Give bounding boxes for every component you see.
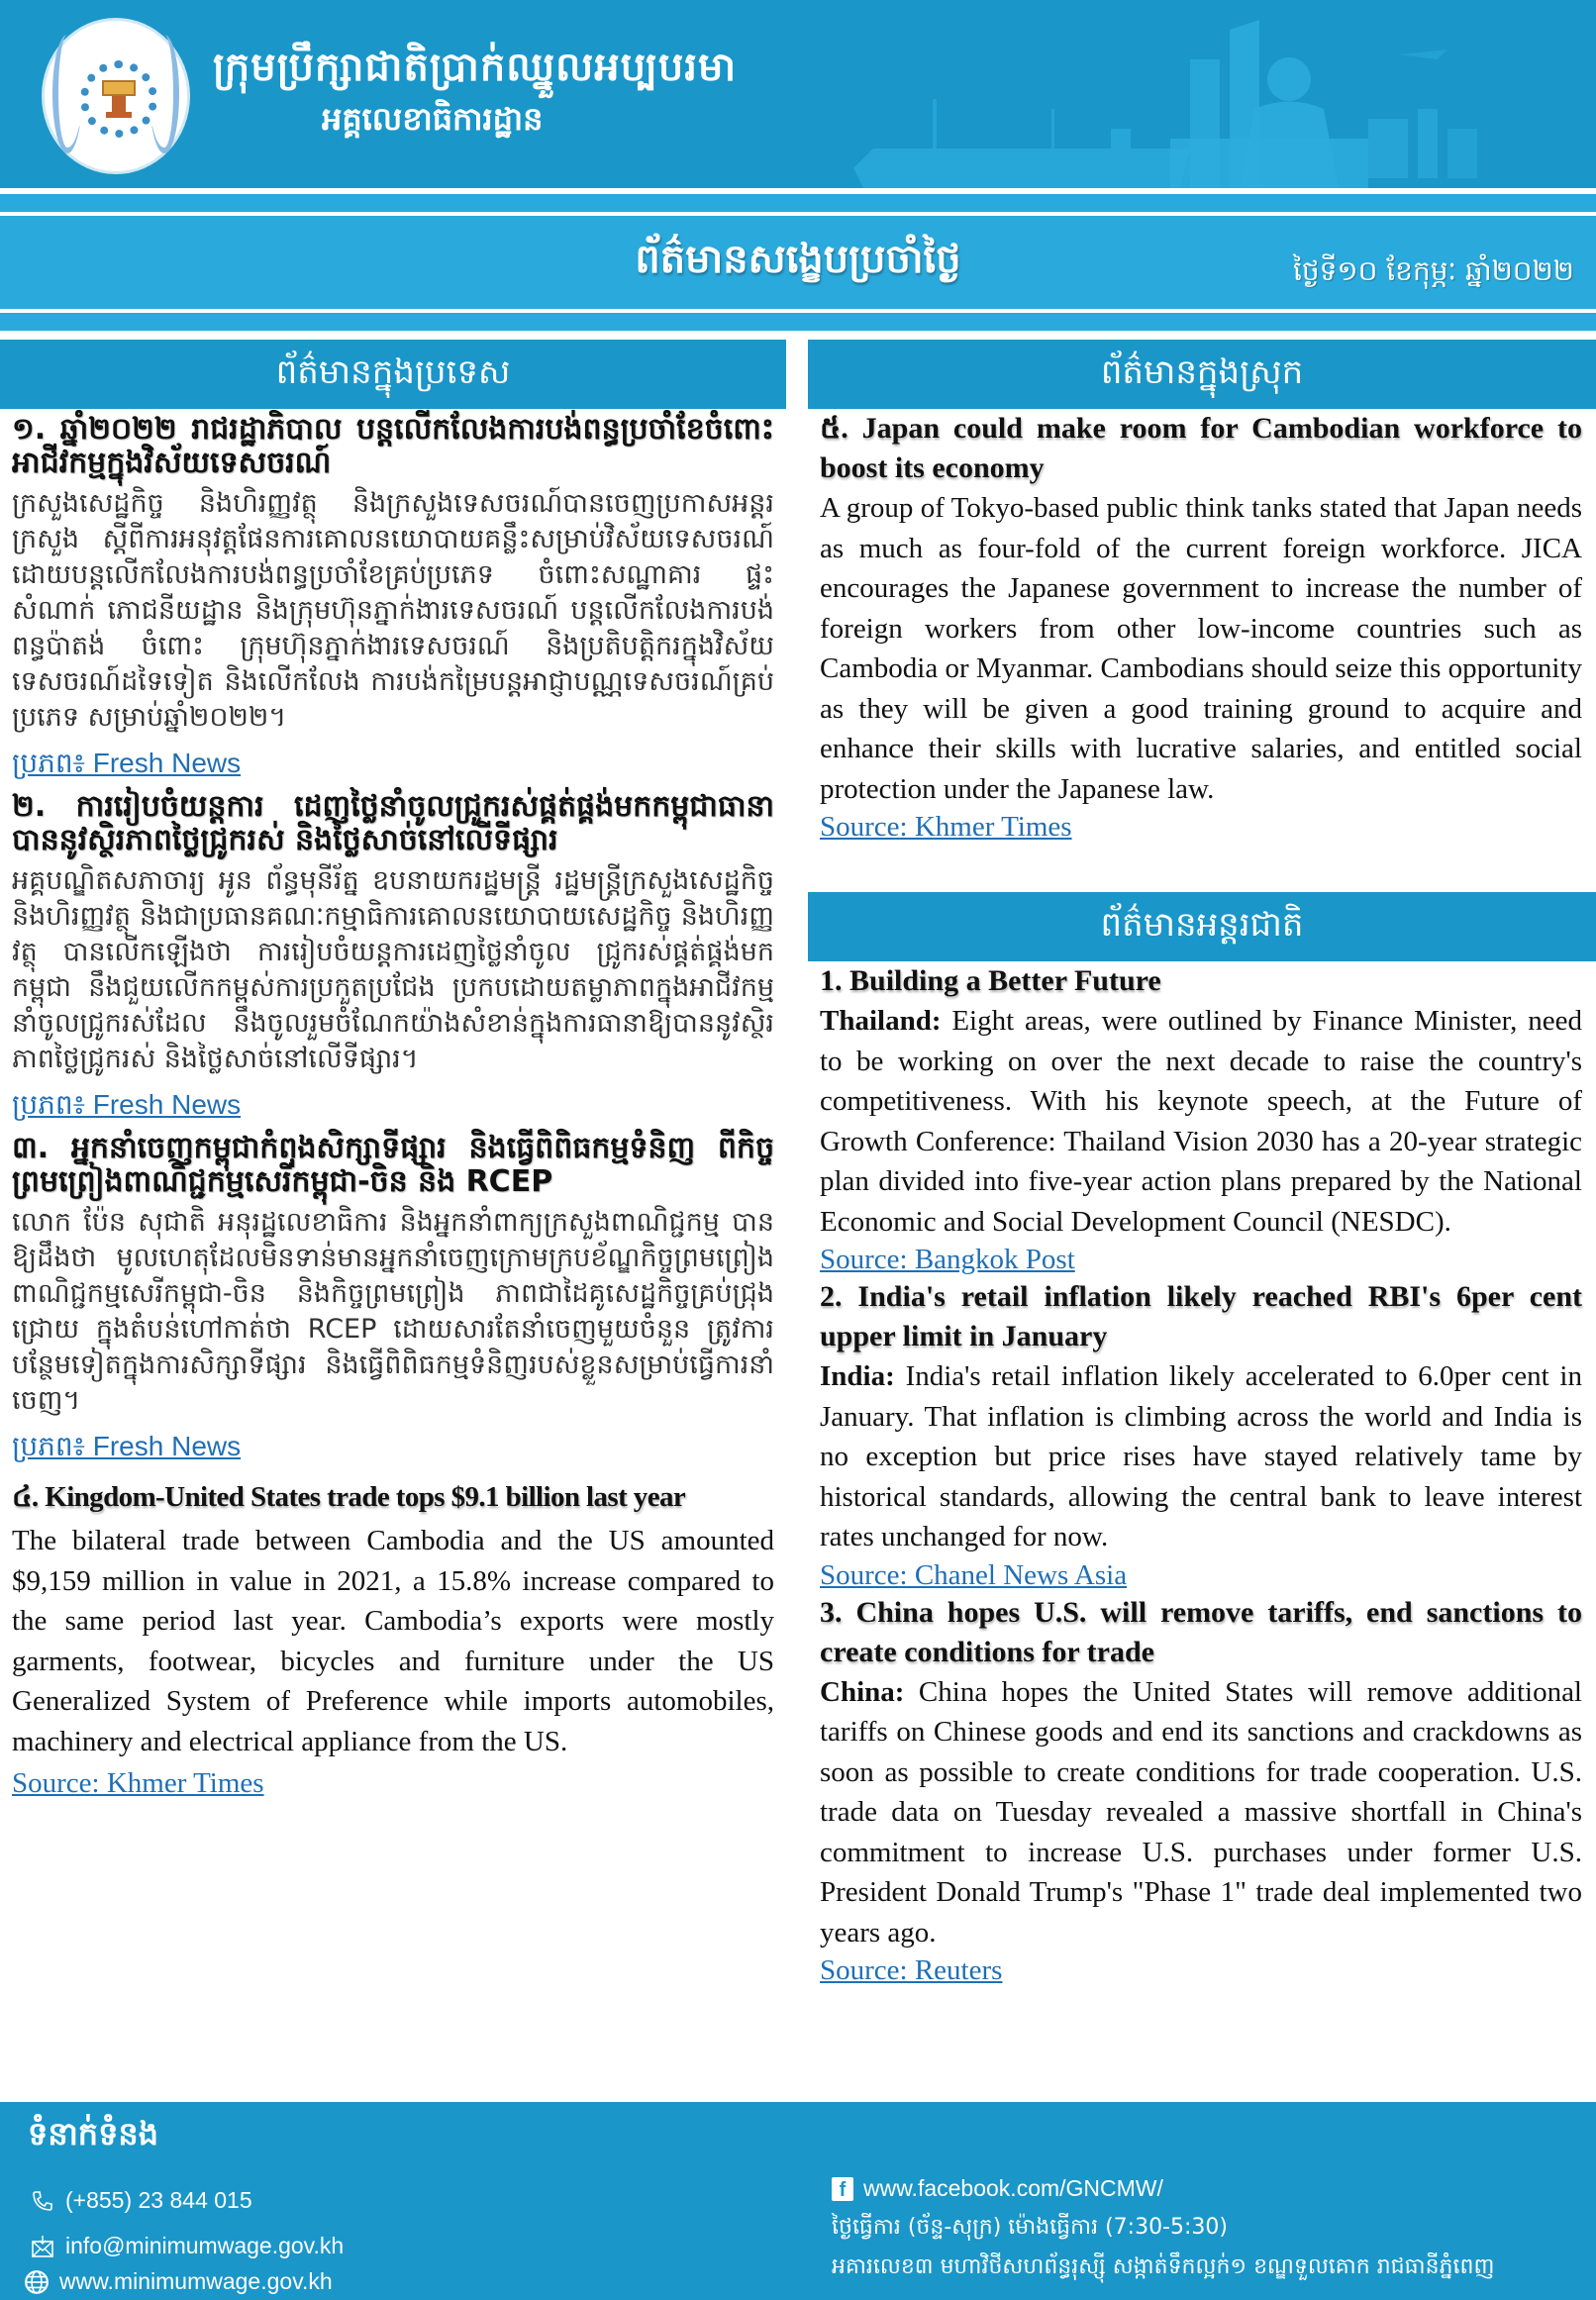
news-article [808, 1277, 1596, 1593]
news-article [808, 961, 1596, 1277]
decorative-stripe [0, 313, 1596, 331]
contact-email[interactable] [30, 2233, 344, 2259]
article-body: លោក ប៉ែន សុជាតិ អនុរដ្ឋលេខាធិការ និងអ្នកនាំពាក្យក្រសួងពាណិជ្ជកម្ម បានឱ្យដឹងថា មូលហេតុដែលមិនទាន់មានអ្នកនាំចេញក្រោមក្របខ័ណ្ឌកិច្ចព្រមព្រៀង ពាណិជ្ជកម្មសេរីកម្ពុជា-ចិន និងកិច្ចព្រមព្រៀង ភាពជាដៃគូសេដ្ឋកិច្ចគ្រប់ជ្រុងជ្រោយ ក្នុងតំបន់ហៅកាត់ថា RCEP ដោយសារតែនាំចេញមួយចំនួន ត្រូវការបន្ថែមទៀតក្នុងការសិក្សាទីផ្សារ និងធ្វើពិពិធកម្មទំនិញរបស់ខ្លួនសម្រាប់ធ្វើការនាំចេញ។ [12, 1207, 774, 1416]
right-column [808, 340, 1596, 1988]
source-link[interactable]: ប្រភព៖ Fresh News [12, 748, 242, 778]
mail-icon [30, 2234, 55, 2259]
section-header-domestic: ព័ត៌មានក្នុងប្រទេស [0, 340, 786, 409]
section-header-local: ព័ត៌មានក្នុងស្រុក [808, 340, 1596, 409]
facebook-url: www.facebook.com/GNCMW/ [863, 2175, 1163, 2201]
phone-number: (+855) 23 844 015 [65, 2187, 252, 2213]
contact-facebook[interactable] [832, 2175, 1163, 2202]
source-link[interactable]: Source: Reuters [820, 1954, 1003, 1986]
ministry-seal-icon [42, 18, 190, 174]
article-text: Eight areas, were outlined by Finance Minister, need to be working on over the next decade to raise the country's competitiveness. With his keynote speech, at the Future of Growth Conference: Thailand Vision 2030 has a 20-year strategic plan divided into five-year action plans prepared by the National Economic and Social Development Council (NESDC). [820, 1005, 1582, 1238]
section-header-international: ព័ត៌មានអន្តរជាតិ [808, 892, 1596, 961]
source-link[interactable]: Source: Chanel News Asia [820, 1558, 1128, 1591]
article-title: 1. Building a Better Future [820, 964, 1161, 997]
book-pedestal-icon [100, 80, 138, 120]
left-column [0, 340, 786, 1801]
country-lead: India: [820, 1360, 895, 1392]
country-lead: Thailand: [820, 1005, 942, 1037]
decorative-stripe [0, 194, 1596, 212]
article-title: 3. China hopes U.S. will remove tariffs, end sanctions to create conditions for trade [820, 1595, 1582, 1668]
article-title: ៤. Kingdom-United States trade tops $9.1 billion last year [12, 1481, 686, 1513]
article-title: ២. ការរៀបចំយន្តការ ដេញថ្លៃនាំចូលជ្រូករស់ផ្គត់ផ្គង់មកកម្ពុជាធានាបាននូវស្ថិរភាពថ្លៃជ្រូករស់ និងថ្លៃសាច់នៅលើទីផ្សារ [12, 789, 774, 857]
website-url: www.minimumwage.gov.kh [59, 2268, 333, 2294]
laurel-left-icon [52, 35, 82, 153]
article-body: អគ្គបណ្ឌិតសភាចារ្យ អូន ព័ន្ធមុនីរ័ត្ន ឧបនាយករដ្ឋមន្ត្រី រដ្ឋមន្ត្រីក្រសួងសេដ្ឋកិច្ច និងហិរញ្ញវត្ថុ និងជាប្រធានគណៈកម្មាធិការគោលនយោបាយសេដ្ឋកិច្ច និងហិរញ្ញវត្ថុ បានលើកឡើងថា ការរៀបចំយន្តការដេញថ្លៃនាំចូល ជ្រូករស់ផ្គត់ផ្គង់មកកម្ពុជា នឹងជួយលើកកម្ពស់ការប្រកួតប្រជែង ប្រកបដោយតម្លាភាពក្នុងអាជីវកម្មនាំចូលជ្រូករស់ដែល នឹងចូលរួមចំណែកយ៉ាងសំខាន់ក្នុងការធានាឱ្យបាននូវស្ថិរភាពថ្លៃជ្រូករស់ និងថ្លៃសាច់នៅលើទីផ្សារ។ [12, 865, 774, 1074]
publication-date: ថ្ងៃទី១០ ខែកុម្ភៈ ឆ្នាំ២០២២ [1292, 254, 1574, 287]
working-hours: ថ្ងៃធ្វើការ (ច័ន្ទ-សុក្រ) ម៉ោងធ្វើការ (7:30-5:30) [832, 2215, 1228, 2240]
globe-icon [24, 2269, 50, 2295]
source-link[interactable]: ប្រភព៖ Fresh News [12, 1089, 242, 1120]
email-address: info@minimumwage.gov.kh [65, 2233, 345, 2258]
footer [0, 2102, 1596, 2300]
news-article [0, 413, 786, 786]
phone-icon [30, 2188, 55, 2214]
article-title: ៥. Japan could make room for Cambodian workforce to boost its economy [820, 412, 1582, 484]
article-body: A group of Tokyo-based public think tanks stated that Japan needs as much as four-fold of the current foreign workforce. JICA encourages the Japanese government to increase the number of foreign workers from other low-income countries such as Cambodia or Myanmar. Cambodians should seize this opportunity as they will be given a good training ground to acquire and enhance their skills with lucrative salaries, and entitled social protection under the Japanese law. [820, 492, 1583, 805]
organization-name: ក្រុមប្រឹក្សាជាតិប្រាក់ឈ្នួលអប្បបរមា [213, 45, 738, 90]
article-title: 2. India's retail inflation likely reached RBI's 6per cent upper limit in January [820, 1280, 1582, 1352]
news-article [808, 1593, 1596, 1989]
news-article [0, 1477, 786, 1801]
source-link[interactable]: Source: Bangkok Post [820, 1244, 1075, 1275]
city-port-skyline-icon [814, 0, 1487, 188]
article-title: ១. ឆ្នាំ២០២២ រាជរដ្ឋាភិបាល បន្តលើកលែងការបង់ពន្ធប្រចាំខែចំពោះអាជីវកម្មក្នុងវិស័យទេសចរណ៍ [12, 412, 774, 480]
news-article [808, 409, 1596, 845]
article-text: India's retail inflation likely accelerated to 6.0per cent in January. That inflation is climbing across the world and India is no exception but price rises have stayed relatively tame by historical standards, allowing the central bank to leave interest rates unchanged for now. [820, 1360, 1582, 1552]
article-body: ក្រសួងសេដ្ឋកិច្ច និងហិរញ្ញវត្ថុ និងក្រសួងទេសចរណ៍បានចេញប្រកាសអន្តរក្រសួង ស្ដីពីការអនុវត្តផែនការគោលនយោបាយគន្លឹះសម្រាប់វិស័យទេសចរណ៍ ដោយបន្តលើកលែងការបង់ពន្ធប្រចាំខែគ្រប់ប្រភេទ ចំពោះសណ្ឋាគារ ផ្ទះសំណាក់ ភោជនីយដ្ឋាន និងក្រុមហ៊ុនភ្នាក់ងារទេសចរណ៍ បន្តលើកលែងការបង់ពន្ធប៉ាតង់ ចំពោះ ក្រុមហ៊ុនភ្នាក់ងារទេសចរណ៍ និងប្រតិបត្តិករក្នុងវិស័យទេសចរណ៍ដទៃទៀត និងលើកលែង ការបង់កម្រៃបន្តអាជ្ញាបណ្ណទេសចរណ៍គ្រប់ប្រភេទ សម្រាប់ឆ្នាំ២០២២។ [12, 488, 774, 733]
source-link[interactable]: Source: Khmer Times [820, 811, 1072, 843]
article-title: ៣. អ្នកនាំចេញកម្ពុជាកំពុងសិក្សាទីផ្សារ និងធ្វើពិពិធកម្មទំនិញ ពីកិច្ចព្រមព្រៀងពាណិជ្ជកម្មសេរីកម្ពុជា-ចិន និង RCEP [12, 1131, 774, 1199]
country-lead: China: [820, 1675, 905, 1708]
page-title: ព័ត៌មានសង្ខេបប្រចាំថ្ងៃ [635, 237, 961, 282]
header-banner [0, 0, 1596, 188]
article-body [820, 1356, 1582, 1557]
news-article [0, 1132, 786, 1469]
article-body [820, 1672, 1582, 1953]
title-band [0, 216, 1596, 309]
article-body: The bilateral trade between Cambodia and the US amounted $9,159 million in value in 2021, a 15.8% increase compared to the same period last year. Cambodia’s exports were mostly garments, footwear, bicycles and furniture under the US Generalized System of Preference while imports automobiles, machinery and electrical appliance from the US. [12, 1525, 774, 1757]
organization-subtitle: អគ្គលេខាធិការដ្ឋាន [322, 100, 544, 138]
source-link[interactable]: ប្រភព៖ Fresh News [12, 1431, 242, 1461]
source-link[interactable]: Source: Khmer Times [12, 1767, 264, 1799]
office-address: អគារលេខ៣ មហាវិថីសហព័ន្ធរុស្ស៊ី សង្កាត់ទឹកល្អក់១ ខណ្ឌទួលគោក រាជធានីភ្នំពេញ [832, 2254, 1495, 2279]
news-article [0, 790, 786, 1128]
facebook-icon: f [832, 2177, 853, 2201]
contact-title: ទំនាក់ទំនង [28, 2115, 159, 2152]
contact-website[interactable] [24, 2268, 333, 2295]
article-body [820, 1001, 1582, 1242]
contact-phone[interactable] [30, 2187, 252, 2214]
article-text: China hopes the United States will remove additional tariffs on Chinese goods and end its sanctions and crackdowns as soon as possible to create conditions for trade cooperation. U.S. trade data on Tuesday revealed a massive shortfall in China's commitment to increase U.S. purchases under former U.S. President Donald Trump's "Phase 1" trade deal implemented two years ago. [820, 1675, 1582, 1949]
